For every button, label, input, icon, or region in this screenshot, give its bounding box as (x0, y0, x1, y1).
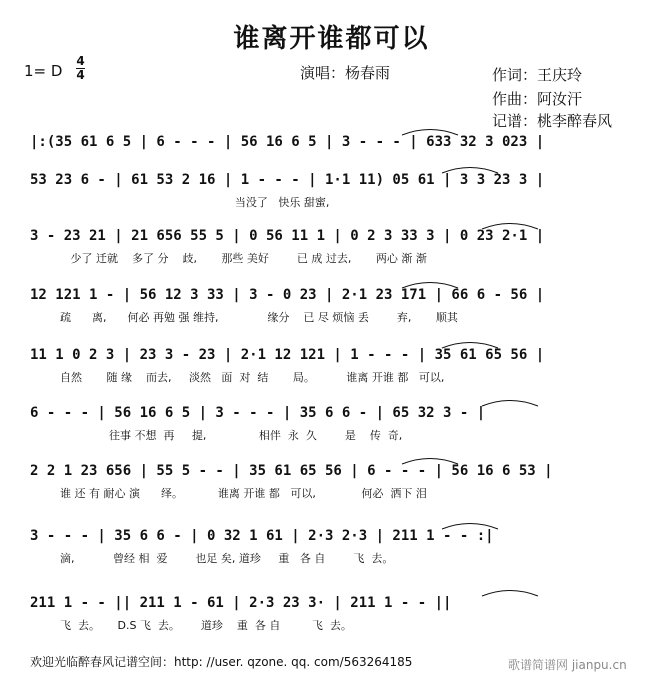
key-signature: 1= D (24, 62, 63, 80)
notation-line: 53 23 6 - | 61 53 2 16 | 1 - - - | 1·1 11) 05 61 | 3 3 23 3 | (30, 172, 545, 188)
song-title: 谁离开谁都可以 (233, 24, 430, 54)
slur-mark (400, 455, 460, 465)
slur-mark (400, 279, 460, 289)
notation-line: 11 1 0 2 3 | 23 3 - 23 | 2·1 12 121 | 1 - - - | 35 61 65 56 | (30, 347, 545, 363)
lyric-line: 疏 离, 何必 再勉 强 维持, 缘分 已 尽 烦恼 丢 弃, 顺其 (60, 311, 458, 324)
time-signature (76, 56, 85, 81)
beam-underline (40, 248, 620, 249)
slur-mark (440, 520, 500, 530)
notation-line: 6 - - - | 56 16 6 5 | 3 - - - | 35 6 6 - | 65 32 3 - | (30, 405, 486, 421)
watermark: 歌谱简谱网 jianpu.cn (508, 658, 627, 672)
lyric-line: 飞 去。 D.S 飞 去。 道珍 重 各 自 飞 去。 (60, 619, 352, 632)
slur-mark (480, 220, 540, 230)
beam-underline (40, 367, 620, 368)
lyric-line: 少了 迁就 多了 分 歧, 那些 美好 已 成 过去, 两心 渐 渐 (60, 252, 427, 265)
beam-underline (40, 425, 620, 426)
time-sig-bottom: 4 (76, 68, 85, 82)
slur-mark (440, 164, 500, 174)
singer-credit: 演唱：杨春雨 (300, 64, 391, 82)
beam-underline (40, 307, 620, 308)
notation-line: 3 - 23 21 | 21 656 55 5 | 0 56 11 1 | 0 2 3 33 3 | 0 23 2·1 | (30, 228, 545, 244)
slur-mark (400, 126, 460, 136)
slur-mark (440, 339, 500, 349)
notation-line: 211 1 - - || 211 1 - 61 | 2·3 23 3· | 211 1 - - || (30, 595, 452, 611)
lyric-line: 滴, 曾经 相 爱 也足 矣, 道珍 重 各 自 飞 去。 (60, 552, 394, 565)
notation-line: 12 121 1 - | 56 12 3 33 | 3 - 0 23 | 2·1 23 171 | 66 6 - 56 | (30, 287, 545, 303)
slur-mark (480, 587, 540, 597)
notation-line: 3 - - - | 35 6 6 - | 0 32 1 61 | 2·3 2·3 | 211 1 - - :| (30, 528, 494, 544)
beam-underline (40, 483, 620, 484)
footer-text: 欢迎光临醉春风记谱空间：http: //user. qzone. qq. com/563264185 (30, 655, 413, 669)
lyricist-credit: 作词：王庆玲 (492, 66, 583, 84)
lyric-line: 当没了 快乐 甜蜜, (60, 196, 330, 209)
beam-underline (40, 192, 620, 193)
time-sig-top: 4 (76, 54, 85, 68)
notation-line: |:(35 61 6 5 | 6 - - - | 56 16 6 5 | 3 - - - | 633 32 3 023 | (30, 134, 545, 150)
beam-underline (40, 154, 620, 155)
beam-underline (40, 615, 620, 616)
beam-underline (40, 548, 620, 549)
composer-credit: 作曲：阿汝汗 (492, 90, 583, 108)
notation-line: 2 2 1 23 656 | 55 5 - - | 35 61 65 56 | 6 - - - | 56 16 6 53 | (30, 463, 553, 479)
lyric-line: 自然 随 缘 而去, 淡然 面 对 结 局。 谁离 开谁 都 可以, (60, 371, 445, 384)
lyric-line: 往事 不想 再 提, 相伴 永 久 是 传 奇, (60, 429, 403, 442)
transcriber-credit: 记谱：桃李醉春风 (492, 112, 613, 130)
lyric-line: 谁 还 有 耐心 演 绎。 谁离 开谁 都 可以, 何必 洒下 泪 (60, 487, 427, 500)
slur-mark (480, 397, 540, 407)
